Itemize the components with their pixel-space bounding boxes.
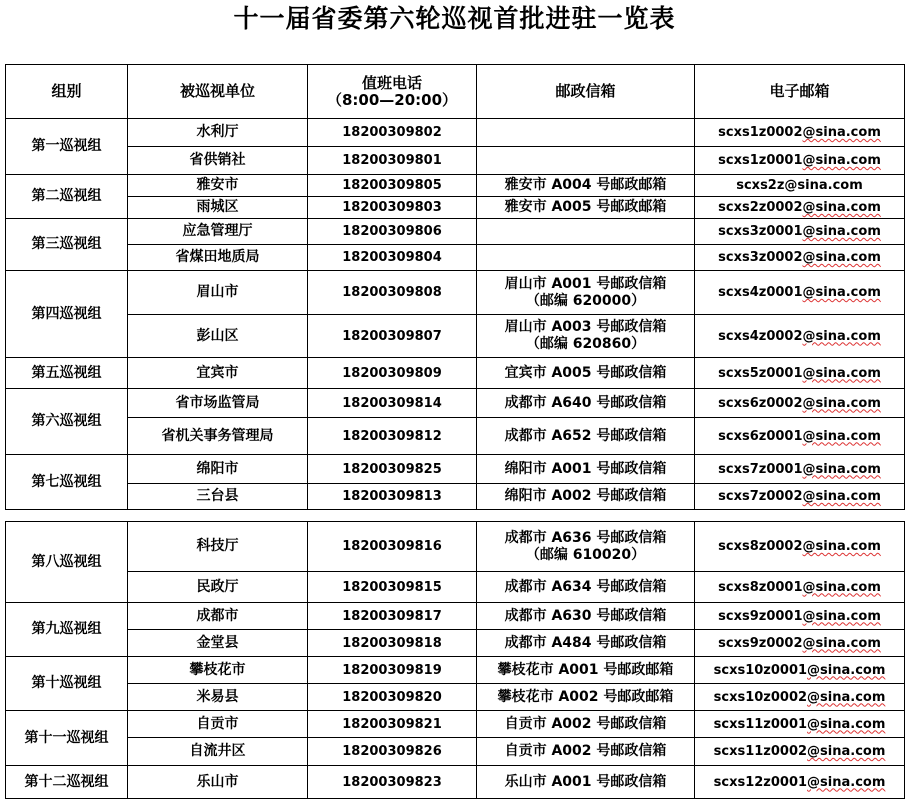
- email-user: scxs12z0001: [713, 774, 808, 790]
- email-user: scxs2z: [736, 178, 785, 193]
- email-cell[interactable]: [695, 197, 905, 219]
- table-row: [6, 657, 905, 684]
- phone-cell: 18200309826: [308, 738, 477, 766]
- email-cell[interactable]: [695, 522, 905, 572]
- unit-cell: 宜宾市: [128, 358, 308, 389]
- email-user: scxs1z0002: [718, 125, 803, 140]
- phone-cell: 18200309819: [308, 657, 477, 684]
- unit-cell: 雨城区: [128, 197, 308, 219]
- header-phone-line1: 值班电话: [361, 73, 422, 92]
- email-domain: @sina.com: [802, 365, 881, 381]
- unit-cell: 自贡市: [128, 711, 308, 738]
- email-cell[interactable]: [695, 657, 905, 684]
- email-domain: @sina.com: [802, 250, 881, 265]
- header-unit: 被巡视单位: [128, 65, 308, 119]
- email-cell[interactable]: [695, 418, 905, 455]
- postbox-cell: 绵阳市 A002 号邮政信箱: [477, 484, 695, 510]
- unit-cell: 应急管理厅: [128, 219, 308, 245]
- email-domain: @sina.com: [802, 428, 881, 444]
- email-user: scxs7z0001: [718, 461, 803, 477]
- email-cell[interactable]: [695, 484, 905, 510]
- postbox-cell: [477, 315, 695, 358]
- table-header-row: [6, 65, 905, 119]
- email-domain: @sina.com: [802, 285, 881, 300]
- unit-cell: 攀枝花市: [128, 657, 308, 684]
- email-domain: @sina.com: [802, 153, 881, 168]
- email-user: scxs9z0002: [718, 635, 803, 651]
- postbox-cell: [477, 219, 695, 245]
- email-user: scxs11z0002: [713, 744, 808, 759]
- email-user: scxs8z0001: [718, 579, 803, 595]
- header-phone: [308, 65, 477, 119]
- email-domain: @sina.com: [807, 716, 886, 732]
- email-cell[interactable]: [695, 358, 905, 389]
- postbox-line1: 眉山市 A001 号邮政信箱: [504, 275, 667, 292]
- email-domain: @sina.com: [802, 635, 881, 651]
- email-user: scxs8z0002: [718, 539, 803, 554]
- phone-cell: 18200309812: [308, 418, 477, 455]
- phone-cell: 18200309816: [308, 522, 477, 572]
- table-row: [6, 455, 905, 484]
- table-row: [6, 572, 905, 603]
- email-cell[interactable]: [695, 147, 905, 175]
- table-row: [6, 245, 905, 271]
- email-cell[interactable]: [695, 738, 905, 766]
- inspection-table-part2: [5, 521, 905, 799]
- email-cell[interactable]: [695, 271, 905, 315]
- postbox-cell: 成都市 A484 号邮政信箱: [477, 630, 695, 657]
- table-row: [6, 219, 905, 245]
- table-row: [6, 119, 905, 147]
- table-row: [6, 315, 905, 358]
- phone-cell: 18200309821: [308, 711, 477, 738]
- table-row: [6, 418, 905, 455]
- postbox-cell: 成都市 A630 号邮政信箱: [477, 603, 695, 630]
- email-user: scxs7z0002: [718, 489, 803, 504]
- postbox-line1: 眉山市 A003 号邮政信箱: [504, 319, 667, 335]
- email-domain: @sina.com: [807, 662, 886, 678]
- phone-cell: 18200309803: [308, 197, 477, 219]
- postbox-cell: 攀枝花市 A002 号邮政邮箱: [477, 684, 695, 711]
- email-domain: @sina.com: [802, 200, 881, 215]
- table-row: [6, 484, 905, 510]
- phone-cell: 18200309825: [308, 455, 477, 484]
- unit-cell: 绵阳市: [128, 455, 308, 484]
- phone-cell: 18200309808: [308, 271, 477, 315]
- group-cell: 第一巡视组: [6, 119, 128, 175]
- unit-cell: 科技厅: [128, 522, 308, 572]
- email-cell[interactable]: [695, 684, 905, 711]
- email-user: scxs11z0001: [713, 716, 808, 732]
- postbox-cell: 乐山市 A001 号邮政信箱: [477, 766, 695, 799]
- group-cell: 第二巡视组: [6, 175, 128, 219]
- unit-cell: 成都市: [128, 603, 308, 630]
- phone-cell: 18200309818: [308, 630, 477, 657]
- postbox-line2: （邮编 620860）: [525, 336, 646, 352]
- table-row: [6, 522, 905, 572]
- postbox-cell: 宜宾市 A005 号邮政信箱: [477, 358, 695, 389]
- group-cell: 第十巡视组: [6, 657, 128, 711]
- postbox-cell: 雅安市 A004 号邮政邮箱: [477, 175, 695, 197]
- table-row: [6, 684, 905, 711]
- postbox-line1: 成都市 A636 号邮政信箱: [504, 529, 667, 546]
- phone-cell: 18200309813: [308, 484, 477, 510]
- email-cell[interactable]: [695, 603, 905, 630]
- unit-cell: 省市场监管局: [128, 389, 308, 418]
- unit-cell: 眉山市: [128, 271, 308, 315]
- email-domain: @sina.com: [807, 689, 886, 705]
- header-email: 电子邮箱: [695, 65, 905, 119]
- postbox-cell: [477, 119, 695, 147]
- unit-cell: 乐山市: [128, 766, 308, 799]
- header-phone-line2: （8:00—20:00）: [326, 90, 458, 109]
- phone-cell: 18200309815: [308, 572, 477, 603]
- table-row: [6, 197, 905, 219]
- table-row: [6, 271, 905, 315]
- email-domain: @sina.com: [802, 579, 881, 595]
- unit-cell: 金堂县: [128, 630, 308, 657]
- email-domain: @sina.com: [807, 774, 886, 790]
- phone-cell: 18200309807: [308, 315, 477, 358]
- unit-cell: 彭山区: [128, 315, 308, 358]
- email-user: scxs4z0002: [718, 328, 803, 344]
- email-domain: @sina.com: [802, 224, 881, 239]
- postbox-cell: 成都市 A652 号邮政信箱: [477, 418, 695, 455]
- email-cell[interactable]: [695, 630, 905, 657]
- unit-cell: 米易县: [128, 684, 308, 711]
- email-domain: @sina.com: [802, 608, 881, 624]
- page-title: 十一届省委第六轮巡视首批进驻一览表: [233, 4, 676, 33]
- phone-cell: 18200309804: [308, 245, 477, 271]
- email-domain: @sina.com: [802, 539, 881, 554]
- unit-cell: 省机关事务管理局: [128, 418, 308, 455]
- table-row: [6, 738, 905, 766]
- phone-cell: 18200309814: [308, 389, 477, 418]
- email-cell[interactable]: [695, 219, 905, 245]
- email-domain: @sina.com: [784, 178, 863, 193]
- postbox-cell: 自贡市 A002 号邮政信箱: [477, 738, 695, 766]
- table-row: [6, 766, 905, 799]
- table-row: [6, 711, 905, 738]
- email-cell[interactable]: [695, 119, 905, 147]
- unit-cell: 雅安市: [128, 175, 308, 197]
- group-cell: 第九巡视组: [6, 603, 128, 657]
- email-cell[interactable]: [695, 766, 905, 799]
- table-row: [6, 603, 905, 630]
- email-cell[interactable]: [695, 455, 905, 484]
- email-domain: @sina.com: [802, 328, 881, 344]
- phone-cell: 18200309806: [308, 219, 477, 245]
- email-domain: @sina.com: [807, 744, 886, 759]
- email-domain: @sina.com: [802, 395, 881, 411]
- email-user: scxs4z0001: [718, 285, 803, 300]
- postbox-cell: [477, 147, 695, 175]
- email-domain: @sina.com: [802, 125, 881, 140]
- email-cell[interactable]: [695, 175, 905, 197]
- email-user: scxs9z0001: [718, 608, 803, 624]
- email-user: scxs3z0002: [718, 250, 803, 265]
- group-cell: 第六巡视组: [6, 389, 128, 455]
- email-domain: @sina.com: [802, 461, 881, 477]
- phone-cell: 18200309823: [308, 766, 477, 799]
- group-cell: 第三巡视组: [6, 219, 128, 271]
- email-cell[interactable]: [695, 711, 905, 738]
- phone-cell: 18200309817: [308, 603, 477, 630]
- header-group: 组别: [6, 65, 128, 119]
- table-row: [6, 147, 905, 175]
- email-user: scxs1z0001: [718, 153, 803, 168]
- phone-cell: 18200309805: [308, 175, 477, 197]
- postbox-cell: 自贡市 A002 号邮政信箱: [477, 711, 695, 738]
- postbox-cell: [477, 245, 695, 271]
- unit-cell: 三台县: [128, 484, 308, 510]
- email-cell[interactable]: [695, 315, 905, 358]
- postbox-cell: [477, 271, 695, 315]
- unit-cell: 省煤田地质局: [128, 245, 308, 271]
- group-cell: 第十二巡视组: [6, 766, 128, 799]
- group-cell: 第四巡视组: [6, 271, 128, 358]
- email-domain: @sina.com: [802, 489, 881, 504]
- email-user: scxs10z0002: [713, 689, 808, 705]
- postbox-line2: （邮编 620000）: [525, 292, 646, 309]
- table-row: [6, 389, 905, 418]
- email-user: scxs6z0001: [718, 428, 803, 444]
- email-cell[interactable]: [695, 389, 905, 418]
- postbox-cell: [477, 522, 695, 572]
- postbox-line2: （邮编 610020）: [525, 546, 646, 563]
- unit-cell: 省供销社: [128, 147, 308, 175]
- group-cell: 第十一巡视组: [6, 711, 128, 766]
- email-user: scxs10z0001: [713, 662, 808, 678]
- unit-cell: 自流井区: [128, 738, 308, 766]
- postbox-cell: 成都市 A640 号邮政信箱: [477, 389, 695, 418]
- postbox-cell: 雅安市 A005 号邮政邮箱: [477, 197, 695, 219]
- unit-cell: 民政厅: [128, 572, 308, 603]
- inspection-table-part1: [5, 64, 905, 510]
- postbox-cell: 攀枝花市 A001 号邮政邮箱: [477, 657, 695, 684]
- email-user: scxs6z0002: [718, 395, 803, 411]
- table-row: [6, 175, 905, 197]
- unit-cell: 水利厅: [128, 119, 308, 147]
- email-user: scxs2z0002: [718, 200, 803, 215]
- header-postbox: 邮政信箱: [477, 65, 695, 119]
- phone-cell: 18200309802: [308, 119, 477, 147]
- phone-cell: 18200309809: [308, 358, 477, 389]
- phone-cell: 18200309801: [308, 147, 477, 175]
- phone-cell: 18200309820: [308, 684, 477, 711]
- group-cell: 第八巡视组: [6, 522, 128, 603]
- email-user: scxs5z0001: [718, 365, 803, 381]
- table-row: [6, 630, 905, 657]
- email-user: scxs3z0001: [718, 224, 803, 239]
- postbox-cell: 成都市 A634 号邮政信箱: [477, 572, 695, 603]
- table-row: [6, 358, 905, 389]
- postbox-cell: 绵阳市 A001 号邮政信箱: [477, 455, 695, 484]
- email-cell[interactable]: [695, 245, 905, 271]
- group-cell: 第五巡视组: [6, 358, 128, 389]
- email-cell[interactable]: [695, 572, 905, 603]
- group-cell: 第七巡视组: [6, 455, 128, 510]
